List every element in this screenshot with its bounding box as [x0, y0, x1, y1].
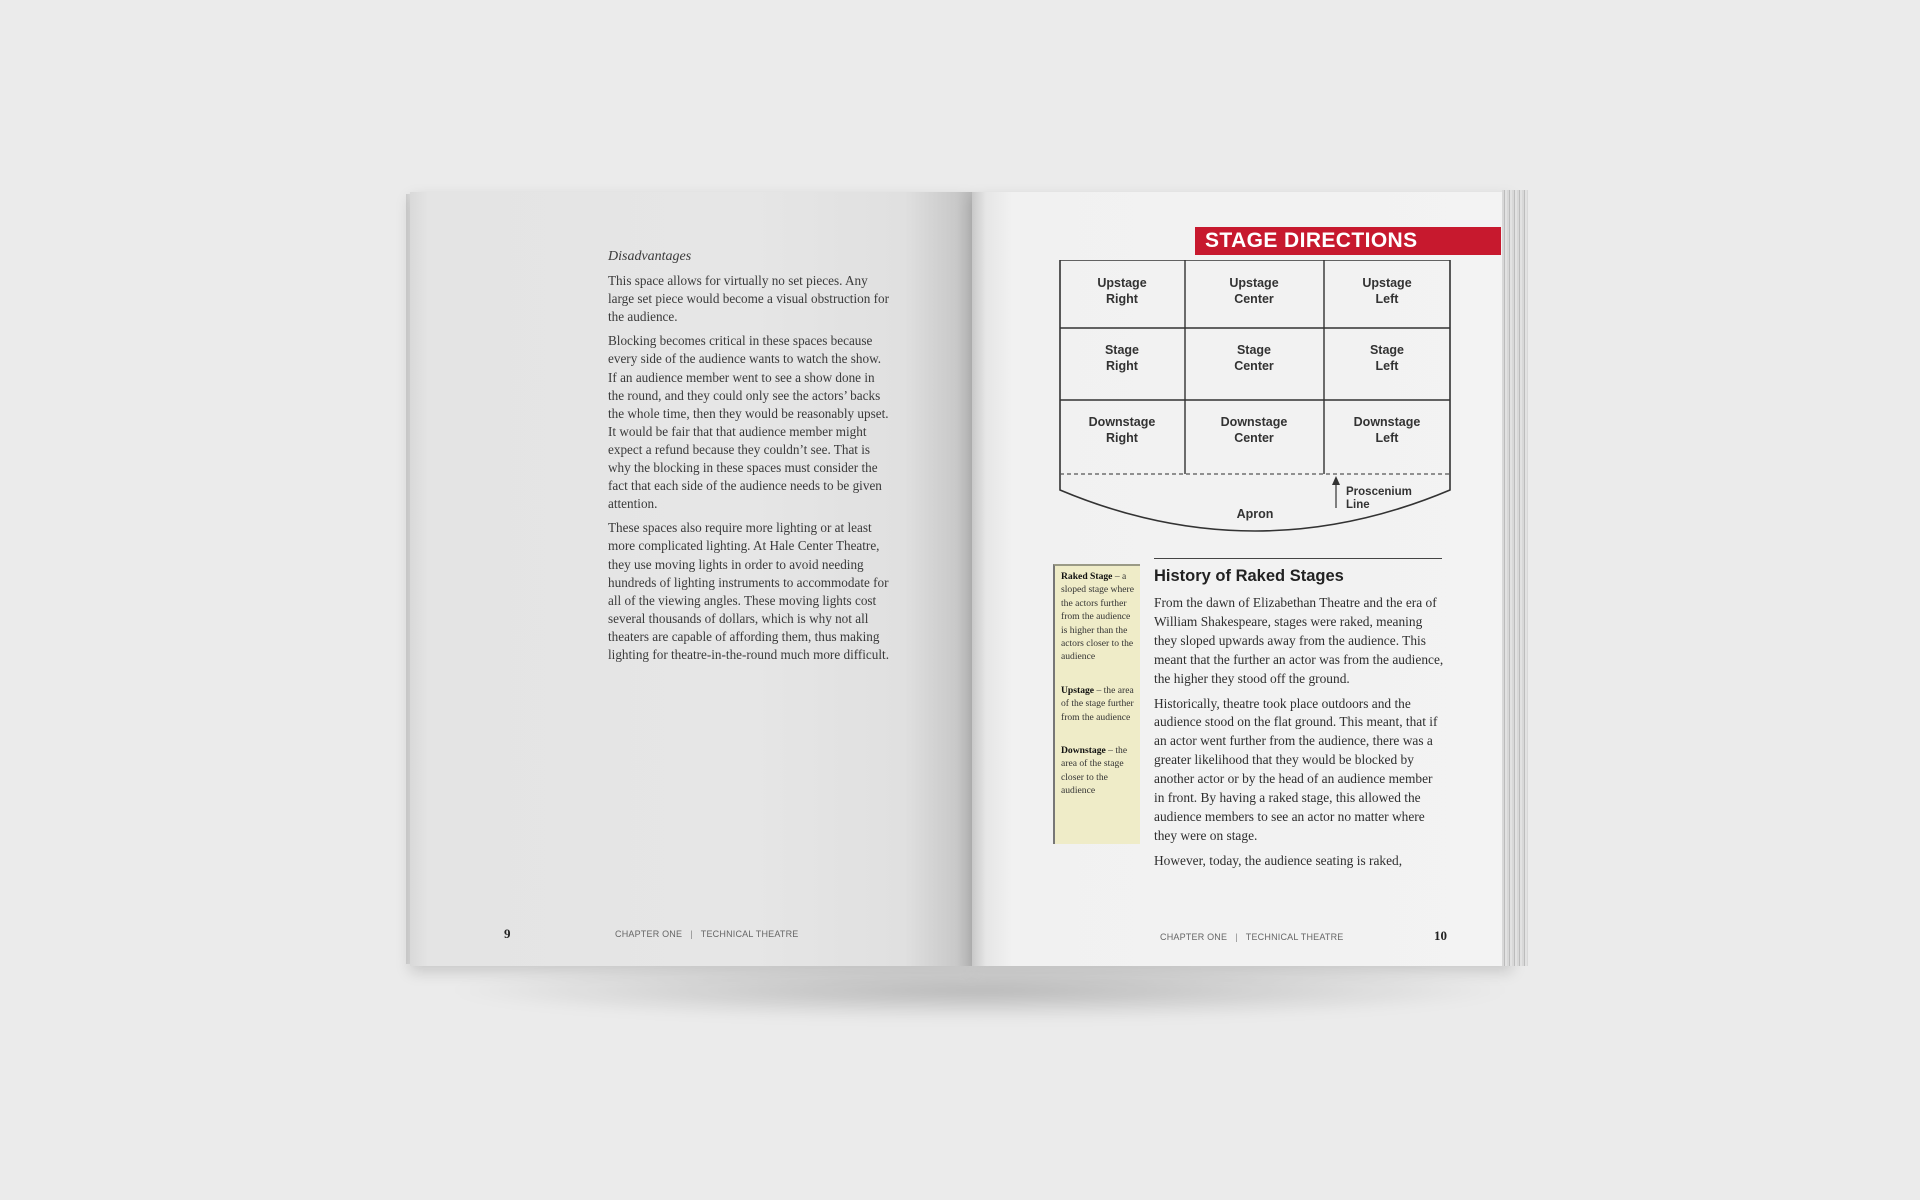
- left-page-number: 9: [504, 926, 511, 941]
- proscenium-label-line1: Proscenium: [1346, 486, 1412, 498]
- section-title: History of Raked Stages: [1154, 567, 1344, 585]
- proscenium-arrow-head: [1332, 476, 1340, 485]
- glossary-entry-raked-stage: [1061, 570, 1136, 664]
- glossary-entry-downstage: [1061, 744, 1136, 798]
- cell-downstage-right-line2: Right: [1106, 431, 1138, 445]
- cell-downstage-center-line2: Center: [1234, 431, 1274, 445]
- disadvantages-heading: Disadvantages: [608, 249, 692, 264]
- right-paragraph-3: However, today, the audience seating is raked,: [1154, 852, 1403, 868]
- cell-stage-left-line1: Stage: [1369, 343, 1405, 357]
- cell-stage-center-line1: Stage: [1236, 343, 1272, 357]
- glossary-entry-upstage: [1061, 684, 1136, 724]
- glossary-sidebar: [1053, 564, 1140, 844]
- cell-stage-right-line2: Right: [1106, 359, 1138, 373]
- cell-downstage-center-line1: Downstage: [1220, 415, 1288, 429]
- cell-upstage-center-line2: Center: [1234, 292, 1274, 306]
- right-text-block: [1154, 594, 1446, 877]
- left-footer-chapter: CHAPTER ONE: [615, 929, 683, 939]
- proscenium-label-line2: Line: [1346, 499, 1370, 511]
- stage-directions-banner: STAGE DIRECTIONS: [1195, 227, 1501, 255]
- cell-upstage-right-line2: Right: [1106, 292, 1138, 306]
- left-paragraph-3: These spaces also require more lighting or at least more complicated lighting. At Hale Center Theatre, they use moving lights in order to avoid needing hundreds of lighting instruments to accommodate for all of the viewing angles. These moving lights cost several thousands of dollars, which is why not all theaters are capable of affording them, thus making lighting for theatre-in-the-round much more difficult.: [608, 520, 890, 662]
- glossary-term: Downstage: [1061, 745, 1106, 757]
- right-footer: [1160, 932, 1344, 942]
- cell-downstage-right-line1: Downstage: [1088, 415, 1156, 429]
- left-text-block: [608, 248, 890, 670]
- cell-downstage-left-line2: Left: [1375, 431, 1399, 445]
- right-footer-chapter: CHAPTER ONE: [1160, 932, 1228, 942]
- left-page: [410, 192, 972, 966]
- apron-label: Apron: [1236, 507, 1274, 521]
- left-footer: [615, 929, 799, 939]
- right-footer-separator: |: [1235, 932, 1238, 942]
- left-footer-separator: |: [690, 929, 693, 939]
- cell-stage-center-line2: Center: [1234, 359, 1274, 373]
- cell-downstage-left-line1: Downstage: [1353, 415, 1421, 429]
- cell-upstage-left-line1: Upstage: [1362, 276, 1412, 290]
- cell-upstage-center-line1: Upstage: [1229, 276, 1279, 290]
- right-page-number: 10: [1434, 928, 1447, 943]
- section-rule: [1154, 558, 1442, 559]
- left-footer-title: TECHNICAL THEATRE: [700, 929, 799, 939]
- book-shadow: [440, 960, 1520, 1020]
- cell-stage-right-line1: Stage: [1104, 343, 1140, 357]
- glossary-term: Upstage: [1061, 684, 1095, 696]
- glossary-term: Raked Stage: [1061, 571, 1113, 582]
- right-paragraph-1: From the dawn of Elizabethan Theatre and the era of William Shakespeare, stages were raked, meaning they sloped upwards away from the audience. This meant that the further an actor was from the audience, the higher they stood off the ground.: [1154, 595, 1444, 686]
- left-paragraph-2: Blocking becomes critical in these spaces because every side of the audience wants to watch the show. If an audience member went to see a show done in the round, and they could only see the actors’ backs the whole time, then they would be reasonably upset. It would be fair that that audience member might expect a refund because they couldn’t see. That is why the blocking in these spaces must consider the fact that each side of the audience needs to be given attention.: [608, 333, 889, 512]
- right-paragraph-2: Historically, theatre took place outdoors and the audience stood on the flat ground. This meant, that if an actor went further from the audience, there was a greater likelihood that they would be blocked by another actor or by the head of an audience member in front. By having a raked stage, this allowed the audience members to see an actor no matter where they were on stage.: [1154, 695, 1438, 843]
- right-footer-title: TECHNICAL THEATRE: [1245, 932, 1344, 942]
- glossary-definition: – a sloped stage where the actors further from the audience is higher than the actors closer to the audience: [1061, 571, 1134, 663]
- right-page-edge: [1502, 190, 1528, 966]
- left-paragraph-1: This space allows for virtually no set pieces. Any large set piece would become a visual obstruction for the audience.: [608, 273, 890, 325]
- glossary-definition: – the area of the stage further from the audience: [1061, 684, 1134, 723]
- open-book: [410, 190, 1530, 968]
- glossary-definition: – the area of the stage closer to the audience: [1061, 745, 1128, 797]
- cell-upstage-right-line1: Upstage: [1097, 276, 1147, 290]
- cell-stage-left-line2: Left: [1375, 359, 1399, 373]
- stage-directions-diagram: [1050, 260, 1470, 540]
- cell-upstage-left-line2: Left: [1375, 292, 1399, 306]
